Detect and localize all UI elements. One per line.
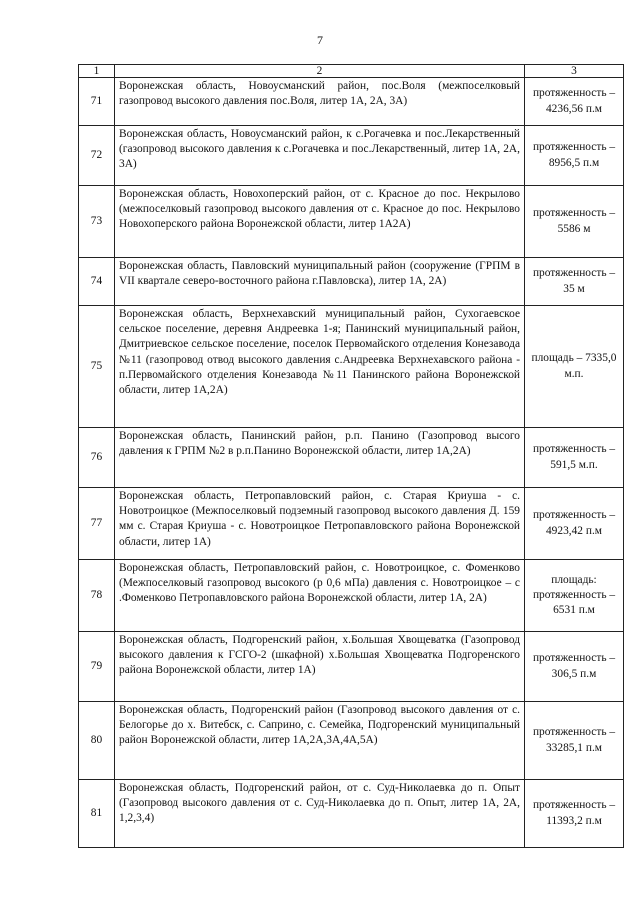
object-extent: протяженность – 4923,42 п.м bbox=[525, 488, 624, 560]
object-description: Воронежская область, Новоусманский район, пос.Воля (межпоселковый газопровод высокого давления пос.Воля, литер 1А, 2А, 3А) bbox=[115, 78, 525, 126]
object-description: Воронежская область, Петропавловский район, с. Новотроицкое, с. Фоменково (Межпоселковый газопровод высокого (р 0,6 мПа) давления с. Новотроицкое – с .Фоменково Петропавловского района Воронежской области, литер 1А, 2А) bbox=[115, 560, 525, 632]
table-row bbox=[79, 702, 624, 780]
object-description: Воронежская область, Петропавловский район, с. Старая Криуша - с. Новотроицкое (Межпоселковый подземный газопровод высокого давления Д. 159 мм с. Старая Криуша - с. Новотроицкое Петропавловского района Воронежской области, литер 1А) bbox=[115, 488, 525, 560]
object-extent: протяженность – 35 м bbox=[525, 258, 624, 306]
object-description: Воронежская область, Подгоренский район, х.Большая Хвощеватка (Газопровод высокого давления к ГСГО-2 (шкафной) х.Большая Хвощеватка Подгоренского района Воронежской области, литер 1А) bbox=[115, 632, 525, 702]
row-number: 71 bbox=[79, 78, 115, 126]
column-header: 1 bbox=[79, 65, 115, 78]
table-row bbox=[79, 306, 624, 428]
row-number: 81 bbox=[79, 780, 115, 848]
row-number: 78 bbox=[79, 560, 115, 632]
table-row bbox=[79, 632, 624, 702]
object-description: Воронежская область, Новохоперский район, от с. Красное до пос. Некрылово (межпоселковый газопровод высокого давления от с. Красное до пос. Некрылово Новохоперского района Воронежской области, литер 1А2А) bbox=[115, 186, 525, 258]
registry-table bbox=[78, 64, 624, 848]
object-description: Воронежская область, Подгоренский район, от с. Суд-Николаевка до п. Опыт (Газопровод высокого давления от с. Суд-Николаевка до п. Опыт, литер 1А, 2А, 1,2,3,4) bbox=[115, 780, 525, 848]
object-extent: протяженность – 4236,56 п.м bbox=[525, 78, 624, 126]
table-row bbox=[79, 126, 624, 186]
table-row bbox=[79, 186, 624, 258]
row-number: 75 bbox=[79, 306, 115, 428]
object-description: Воронежская область, Верхнехавский муниципальный район, Сухогаевское сельское поселение, деревня Андреевка 1-я; Панинский муниципальный район, Дмитриевское сельское поселение, поселок Первомайского отделения Конезавода №11 (газопровод отвод высокого давления с.Андреевка Верхнехавского района - п.Первомайского отделения Конезавода №11 Панинского района Воронежской области, литер 1А,2А) bbox=[115, 306, 525, 428]
object-extent: протяженность – 591,5 м.п. bbox=[525, 428, 624, 488]
table-row bbox=[79, 78, 624, 126]
table-row bbox=[79, 428, 624, 488]
object-extent: протяженность – 33285,1 п.м bbox=[525, 702, 624, 780]
row-number: 79 bbox=[79, 632, 115, 702]
row-number: 72 bbox=[79, 126, 115, 186]
table-row bbox=[79, 780, 624, 848]
object-description: Воронежская область, Подгоренский район (Газопровод высокого давления от с. Белогорье до х. Витебск, с. Саприно, с. Семейка, Подгоренский муниципальный район Воронежской области, литер 1А,2А,3А,4А,5А) bbox=[115, 702, 525, 780]
row-number: 80 bbox=[79, 702, 115, 780]
object-extent: площадь: протяженность – 6531 п.м bbox=[525, 560, 624, 632]
table-row bbox=[79, 488, 624, 560]
object-extent: протяженность – 306,5 п.м bbox=[525, 632, 624, 702]
row-number: 77 bbox=[79, 488, 115, 560]
object-extent: протяженность – 5586 м bbox=[525, 186, 624, 258]
row-number: 74 bbox=[79, 258, 115, 306]
object-description: Воронежская область, Панинский район, р.п. Панино (Газопровод высого давления к ГРПМ №2 в р.п.Панино Воронежской области, литер 1А,2А) bbox=[115, 428, 525, 488]
row-number: 76 bbox=[79, 428, 115, 488]
object-extent: протяженность – 11393,2 п.м bbox=[525, 780, 624, 848]
column-header: 2 bbox=[115, 65, 525, 78]
object-description: Воронежская область, Новоусманский район, к с.Рогачевка и пос.Лекарственный (газопровод высокого давления к с.Рогачевка и пос.Лекарственный, литер 1А, 2А, 3А) bbox=[115, 126, 525, 186]
object-description: Воронежская область, Павловский муниципальный район (сооружение (ГРПМ в VII квартале северо-восточного района г.Павловска), литер 1А, 2А) bbox=[115, 258, 525, 306]
table-row bbox=[79, 560, 624, 632]
column-header: 3 bbox=[525, 65, 624, 78]
object-extent: протяженность – 8956,5 п.м bbox=[525, 126, 624, 186]
table-row bbox=[79, 258, 624, 306]
object-extent: площадь – 7335,0 м.п. bbox=[525, 306, 624, 428]
page-number: 7 bbox=[317, 33, 323, 47]
table-header bbox=[79, 65, 624, 78]
row-number: 73 bbox=[79, 186, 115, 258]
